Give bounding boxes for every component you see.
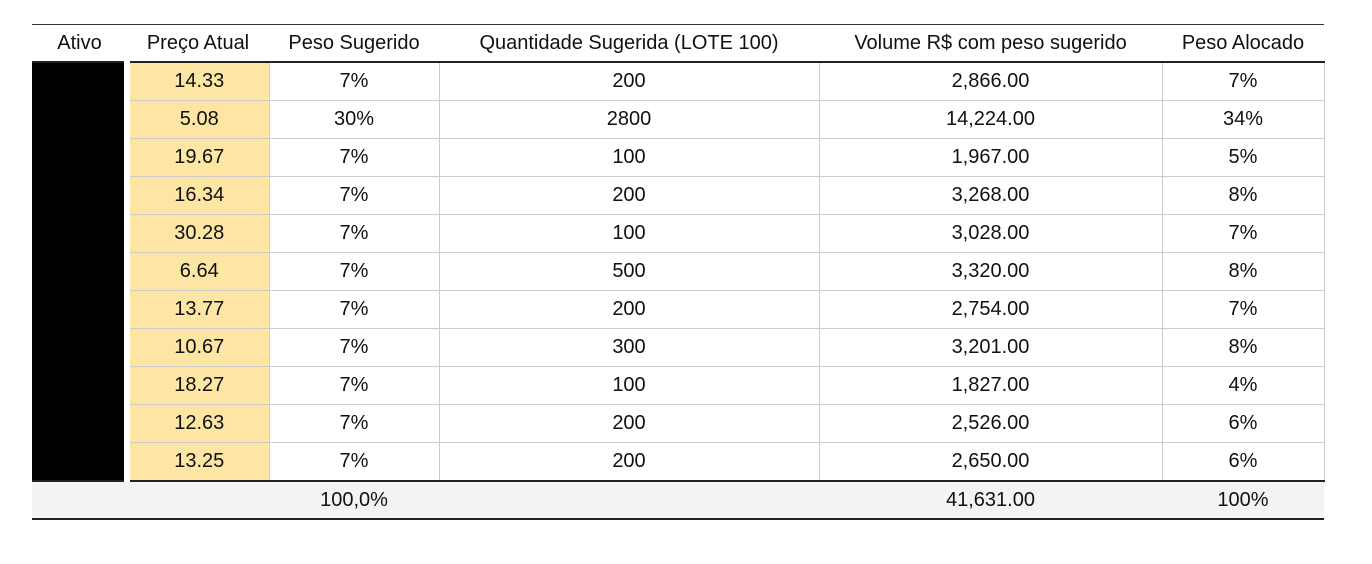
total-volume: 41,631.00 [819, 481, 1162, 519]
ativo-cell-redacted[interactable] [32, 62, 127, 101]
peso-alocado-cell[interactable]: 7% [1162, 62, 1324, 101]
ativo-cell-redacted[interactable] [32, 329, 127, 367]
total-row [32, 481, 1324, 519]
peso-sugerido-cell[interactable]: 7% [269, 253, 439, 291]
volume-cell[interactable]: 2,866.00 [819, 62, 1162, 101]
peso-sugerido-cell[interactable]: 7% [269, 177, 439, 215]
volume-cell[interactable]: 2,754.00 [819, 291, 1162, 329]
quantidade-cell[interactable]: 200 [439, 291, 819, 329]
quantidade-cell[interactable]: 300 [439, 329, 819, 367]
peso-alocado-cell[interactable]: 6% [1162, 443, 1324, 482]
table-row [32, 405, 1324, 443]
ativo-cell-redacted[interactable] [32, 139, 127, 177]
peso-sugerido-cell[interactable]: 7% [269, 443, 439, 482]
ativo-cell-redacted[interactable] [32, 443, 127, 482]
table-row [32, 367, 1324, 405]
peso-sugerido-cell[interactable]: 7% [269, 405, 439, 443]
volume-cell[interactable]: 1,967.00 [819, 139, 1162, 177]
preco-atual-cell[interactable]: 6.64 [127, 253, 269, 291]
preco-atual-cell[interactable]: 19.67 [127, 139, 269, 177]
ativo-cell-redacted[interactable] [32, 291, 127, 329]
quantidade-cell[interactable]: 200 [439, 405, 819, 443]
preco-atual-cell[interactable]: 10.67 [127, 329, 269, 367]
volume-cell[interactable]: 2,526.00 [819, 405, 1162, 443]
preco-atual-cell[interactable]: 13.25 [127, 443, 269, 482]
peso-alocado-cell[interactable]: 7% [1162, 215, 1324, 253]
volume-cell[interactable]: 3,320.00 [819, 253, 1162, 291]
ativo-cell-redacted[interactable] [32, 367, 127, 405]
peso-alocado-cell[interactable]: 8% [1162, 253, 1324, 291]
preco-atual-cell[interactable]: 18.27 [127, 367, 269, 405]
ativo-cell-redacted[interactable] [32, 101, 127, 139]
volume-cell[interactable]: 1,827.00 [819, 367, 1162, 405]
preco-atual-cell[interactable]: 14.33 [127, 62, 269, 101]
preco-atual-cell[interactable]: 5.08 [127, 101, 269, 139]
total-peso-sugerido: 100,0% [269, 481, 439, 519]
header-peso-alocado: Peso Alocado [1162, 25, 1324, 63]
volume-cell[interactable]: 14,224.00 [819, 101, 1162, 139]
volume-cell[interactable]: 3,028.00 [819, 215, 1162, 253]
ativo-cell-redacted[interactable] [32, 253, 127, 291]
header-volume: Volume R$ com peso sugerido [819, 25, 1162, 63]
volume-cell[interactable]: 3,201.00 [819, 329, 1162, 367]
peso-sugerido-cell[interactable]: 7% [269, 367, 439, 405]
spreadsheet [32, 24, 1324, 520]
table-row [32, 253, 1324, 291]
quantidade-cell[interactable]: 100 [439, 215, 819, 253]
preco-atual-cell[interactable]: 12.63 [127, 405, 269, 443]
peso-alocado-cell[interactable]: 6% [1162, 405, 1324, 443]
peso-alocado-cell[interactable]: 4% [1162, 367, 1324, 405]
peso-alocado-cell[interactable]: 34% [1162, 101, 1324, 139]
table-row [32, 291, 1324, 329]
total-peso-alocado: 100% [1162, 481, 1324, 519]
peso-sugerido-cell[interactable]: 7% [269, 139, 439, 177]
quantidade-cell[interactable]: 500 [439, 253, 819, 291]
table-row [32, 62, 1324, 101]
quantidade-cell[interactable]: 2800 [439, 101, 819, 139]
portfolio-table [32, 24, 1325, 520]
preco-atual-cell[interactable]: 30.28 [127, 215, 269, 253]
header-ativo: Ativo [32, 25, 127, 63]
header-quantidade-sugerida: Quantidade Sugerida (LOTE 100) [439, 25, 819, 63]
total-preco [127, 481, 269, 519]
table-row [32, 101, 1324, 139]
quantidade-cell[interactable]: 200 [439, 177, 819, 215]
table-row [32, 443, 1324, 482]
total-quantidade [439, 481, 819, 519]
peso-alocado-cell[interactable]: 8% [1162, 177, 1324, 215]
table-body [32, 62, 1324, 481]
peso-sugerido-cell[interactable]: 7% [269, 215, 439, 253]
preco-atual-cell[interactable]: 13.77 [127, 291, 269, 329]
total-ativo [32, 481, 127, 519]
quantidade-cell[interactable]: 100 [439, 139, 819, 177]
ativo-cell-redacted[interactable] [32, 177, 127, 215]
table-row [32, 329, 1324, 367]
header-row [32, 25, 1324, 63]
peso-sugerido-cell[interactable]: 30% [269, 101, 439, 139]
ativo-cell-redacted[interactable] [32, 405, 127, 443]
peso-alocado-cell[interactable]: 7% [1162, 291, 1324, 329]
header-preco-atual: Preço Atual [127, 25, 269, 63]
ativo-cell-redacted[interactable] [32, 215, 127, 253]
peso-sugerido-cell[interactable]: 7% [269, 62, 439, 101]
volume-cell[interactable]: 2,650.00 [819, 443, 1162, 482]
table-row [32, 139, 1324, 177]
quantidade-cell[interactable]: 100 [439, 367, 819, 405]
quantidade-cell[interactable]: 200 [439, 62, 819, 101]
preco-atual-cell[interactable]: 16.34 [127, 177, 269, 215]
peso-sugerido-cell[interactable]: 7% [269, 291, 439, 329]
peso-alocado-cell[interactable]: 5% [1162, 139, 1324, 177]
peso-alocado-cell[interactable]: 8% [1162, 329, 1324, 367]
volume-cell[interactable]: 3,268.00 [819, 177, 1162, 215]
table-row [32, 177, 1324, 215]
header-peso-sugerido: Peso Sugerido [269, 25, 439, 63]
peso-sugerido-cell[interactable]: 7% [269, 329, 439, 367]
quantidade-cell[interactable]: 200 [439, 443, 819, 482]
table-row [32, 215, 1324, 253]
